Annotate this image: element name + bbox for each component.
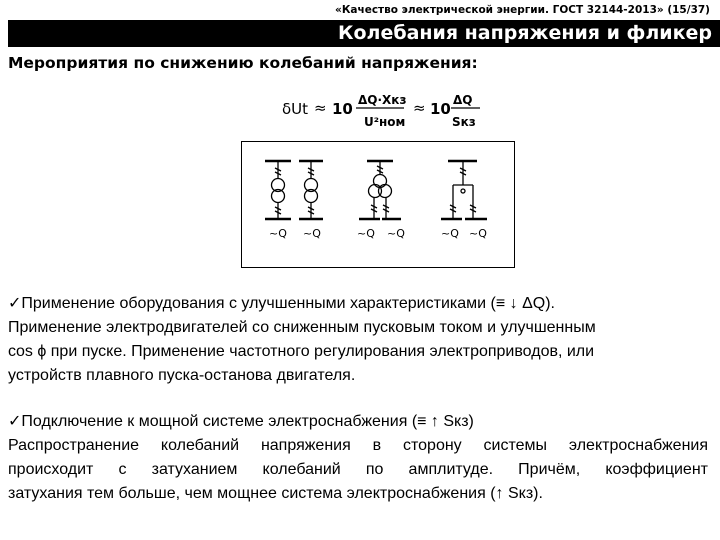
formula-coef-1: 10: [332, 100, 353, 118]
formula-lhs: δUt: [282, 100, 309, 118]
formula-approx-1: ≈: [314, 99, 327, 117]
paragraph-equipment: [8, 291, 708, 388]
paragraph-line: cos ϕ при пуске. Применение частотного регулирования электроприводов, или: [8, 343, 595, 360]
load-label: ~Q: [441, 227, 459, 240]
formula-coef-2: 10: [430, 100, 451, 118]
load-label: ~Q: [303, 227, 321, 240]
paragraph-line: устройств плавного пуска-останова двигателя.: [8, 367, 356, 384]
paragraph-line: [8, 409, 708, 434]
slide-title: Колебания напряжения и фликер: [337, 22, 712, 44]
load-label: ~Q: [269, 227, 287, 240]
paragraph-line: Распространение колебаний напряжения в сторону системы электроснабжения: [8, 437, 708, 454]
paragraph-line: затухания тем больше, чем мощнее система электроснабжения (↑ Sкз).: [8, 485, 543, 502]
paragraph-line: происходит с затуханием колебаний по амплитуде. Причём, коэффициент: [8, 461, 708, 478]
formula-frac2-denominator: Sкз: [452, 115, 476, 129]
checkmark-icon: ✓: [8, 293, 22, 312]
formula-numerator: ΔQ·Xкз: [358, 93, 407, 107]
paragraph-line: Применение электродвигателей со сниженным пусковым током и улучшенным: [8, 319, 596, 336]
formula-approx-2: ≈: [413, 99, 426, 117]
formula: [276, 86, 496, 132]
scheme-separate-transformers: [265, 161, 323, 219]
paragraph-line: [8, 291, 708, 316]
scheme-three-winding-transformer: [359, 161, 401, 219]
slide-caption: «Качество электрической энергии. ГОСТ 32144-2013» (15/37): [335, 4, 710, 16]
paragraph-power-system: [8, 409, 708, 506]
paragraph-line-text: Применение оборудования с улучшенными характеристиками (≡ ↓ ΔQ).: [21, 295, 555, 312]
paragraph-line-text: Подключение к мощной системе электроснабжения (≡ ↑ Sкз): [21, 413, 474, 430]
title-bar: [8, 20, 720, 47]
load-label: ~Q: [387, 227, 405, 240]
load-label: ~Q: [469, 227, 487, 240]
formula-denominator: U²ном: [364, 115, 406, 129]
load-label: ~Q: [357, 227, 375, 240]
section-heading: Мероприятия по снижению колебаний напряжения:: [8, 54, 478, 72]
connection-diagram: [241, 141, 515, 268]
checkmark-icon: ✓: [8, 411, 22, 430]
scheme-split-winding-transformer: [441, 161, 487, 219]
formula-frac2-numerator: ΔQ: [453, 93, 473, 107]
